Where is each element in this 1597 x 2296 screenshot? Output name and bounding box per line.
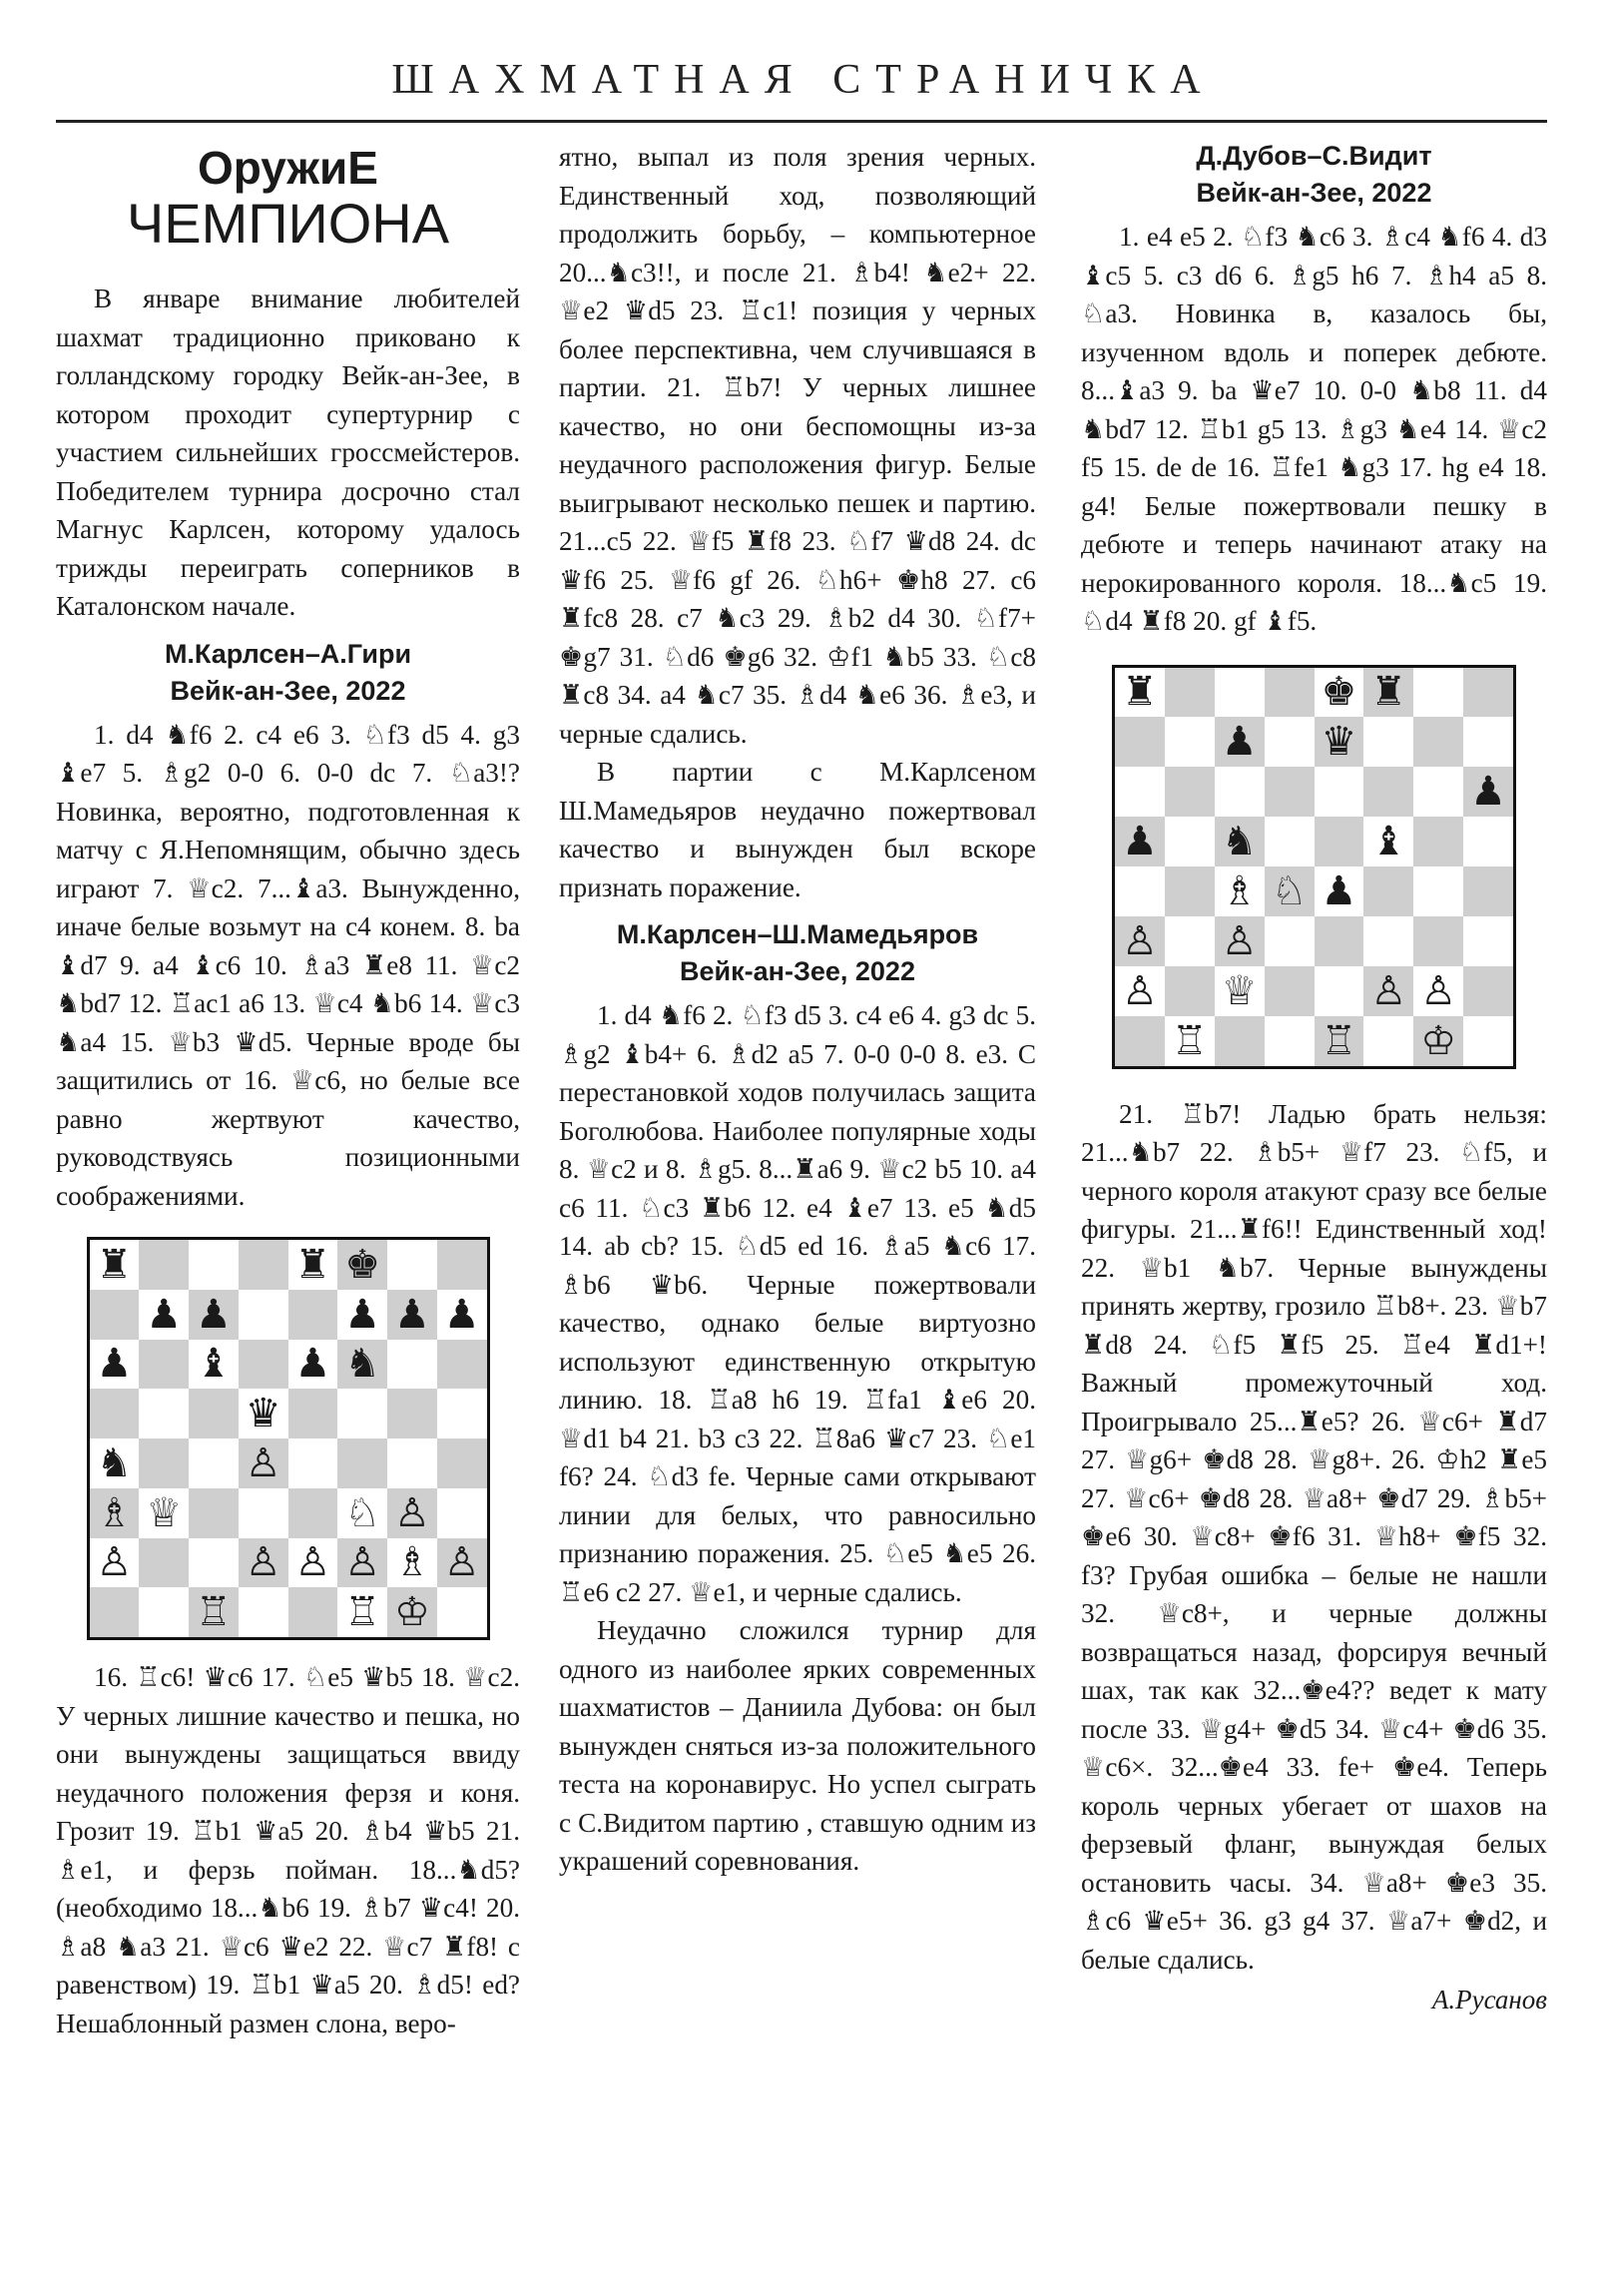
board-square (1463, 717, 1513, 767)
board-square (337, 1240, 387, 1290)
board-square (1115, 916, 1165, 966)
board-square (1413, 916, 1463, 966)
board-square (139, 1438, 189, 1488)
board-square (1265, 817, 1315, 866)
board-square (437, 1438, 487, 1488)
game3-players: Д.Дубов–С.Видит (1196, 141, 1432, 171)
board-square (90, 1240, 140, 1290)
board-square (1265, 668, 1315, 718)
column-3 (1081, 138, 1547, 2015)
chess-piece-icon: ♙ (245, 1539, 281, 1586)
game3-moves: 1. e4 e5 2. ♘f3 ♞c6 3. ♗c4 ♞f6 4. d3 ♝c5 5. c3 d6 6. ♗g5 h6 7. ♗h4 a5 8. ♘a3. Новинка в, казалось бы, изученном вдоль и поперек дебюте. 8...♝a3 9. ba ♛e7 10. 0-0 ♞b8 11. d4 ♞bd7 12. ♖b1 g5 13. ♗g3 ♞e4 14. ♕c2 f5 15. de de 16. ♖fe1 ♞g3 17. hg e4 18. g4! Белые пожертвовали пешку в дебюте и теперь начинают атаку на нерокированного короля. 18...♞c5 19. ♘d4 ♜f8 20. gf ♝f5. (1081, 222, 1547, 636)
board-square (337, 1538, 387, 1588)
chess-piece-icon: ♞ (1221, 819, 1258, 865)
board-square (1215, 717, 1265, 767)
chess-piece-icon: ♟ (195, 1291, 232, 1338)
board-square (1463, 966, 1513, 1016)
board-square (1413, 817, 1463, 866)
board-square (139, 1240, 189, 1290)
board-square (1363, 916, 1413, 966)
board-square (1363, 866, 1413, 916)
game2-event: Вейк-ан-Зее, 2022 (680, 956, 915, 986)
chess-piece-icon: ♖ (195, 1589, 232, 1636)
chess-piece-icon: ♗ (393, 1539, 430, 1586)
game1-moves: 1. d4 ♞f6 2. c4 e6 3. ♘f3 d5 4. g3 ♝e7 5. ♗g2 0-0 6. 0-0 dc 7. ♘a3!? Новинка, вероятно, подготовленная к матчу с Я.Непомнящим, обычно здесь играют 7. ♕c2. 7...♝a3. Вынужденно, иначе белые возьмут на с4 конем. 8. ba ♝d7 9. a4 ♝c6 10. ♗a3 ♜e8 11. ♕c2 ♞bd7 12. ♖ac1 a6 13. ♕c4 ♞b6 14. ♕c3 ♞a4 15. ♕b3 ♛d5. Черные вроде бы защитились от 16. ♕c6, но белые все равно жертвуют качество, руководствуясь позиционными соображениями. (56, 719, 520, 1211)
board-square (139, 1587, 189, 1637)
chess-piece-icon: ♟ (344, 1291, 381, 1338)
author-signature: А.Русанов (1431, 1985, 1547, 2014)
board-square (90, 1340, 140, 1390)
board-square (1315, 916, 1364, 966)
board-square (239, 1340, 288, 1390)
board-square (387, 1340, 437, 1390)
game3-header (1081, 138, 1547, 212)
board-square (337, 1438, 387, 1488)
board-square (1413, 767, 1463, 817)
board-square (1215, 668, 1265, 718)
board-square (1265, 767, 1315, 817)
chess-piece-icon: ♞ (344, 1341, 381, 1388)
board-square (1165, 717, 1215, 767)
chess-piece-icon: ♟ (393, 1291, 430, 1338)
board-square (437, 1587, 487, 1637)
column-2 (559, 138, 1036, 1881)
board-square (139, 1538, 189, 1588)
board-square (239, 1538, 288, 1588)
board-square (90, 1290, 140, 1340)
mamedyarov-intro: В партии с М.Карлсеном Ш.Мамедьяров неудачно пожертвовал качество и вынужден был вскоре признать поражение. (559, 757, 1036, 902)
chess-piece-icon: ♟ (443, 1291, 480, 1338)
column-1 (56, 138, 520, 2042)
game1-header (56, 636, 520, 710)
chess-piece-icon: ♛ (245, 1391, 281, 1437)
game1-players: М.Карлсен–А.Гири (164, 638, 412, 669)
board-square (1363, 767, 1413, 817)
board-square (1363, 966, 1413, 1016)
board-square (1215, 1016, 1265, 1066)
board-square (1115, 866, 1165, 916)
board-square (1315, 668, 1364, 718)
board-square (387, 1538, 437, 1588)
chess-piece-icon: ♙ (1420, 967, 1457, 1014)
game2-header (559, 916, 1036, 990)
intro-paragraph: В январе внимание любителей шахмат традиционно приковано к голландскому городку Вейк-ан-Зее, в котором проходит супертурнир с участием сильнейших гроссмейстеров. Победителем турнира досрочно стал Магнус Карлсен, которому удалось трижды переиграть соперников в Каталонском начале. (56, 284, 520, 621)
chess-piece-icon: ♙ (96, 1539, 133, 1586)
board-square (337, 1290, 387, 1340)
chess-piece-icon: ♜ (96, 1241, 133, 1288)
board-square (239, 1587, 288, 1637)
board-square (1265, 916, 1315, 966)
chess-piece-icon: ♕ (1221, 967, 1258, 1014)
chess-piece-icon: ♙ (443, 1539, 480, 1586)
board-square (1165, 668, 1215, 718)
board-square (387, 1587, 437, 1637)
board-square (1115, 966, 1165, 1016)
board-square (189, 1389, 239, 1438)
board-square (139, 1290, 189, 1340)
board-square (337, 1488, 387, 1538)
board-square (1115, 668, 1165, 718)
board-square (189, 1538, 239, 1588)
board-square (139, 1389, 189, 1438)
chess-piece-icon: ♗ (1221, 867, 1258, 914)
chess-piece-icon: ♜ (1122, 669, 1158, 716)
game3-after-diagram: 21. ♖b7! Ладью брать нельзя: 21...♞b7 22. ♗b5+ ♕f7 23. ♘f5, и черного короля атакуют сразу все белые фигуры. 21...♜f6!! Единственный ход! 22. ♕b1 ♞b7. Черные вынуждены принять жертву, грозило ♖b8+. 23. ♕b7 ♜d8 24. ♘f5 ♜f5 25. ♖e4 ♜d1+! Важный промежуточный ход. Проигрывало 25...♜e5? 26. ♕c6+ ♜d7 27. ♕g6+ ♚d8 28. ♕g8+. 26. ♔h2 ♜e5 27. ♕c6+ ♚d8 28. ♕a8+ ♚d7 29. ♗b5+ ♚e6 30. ♕c8+ ♚f6 31. ♕h8+ ♚f5 32. f3? Грубая ошибка – белые не нашли 32. ♕c8+, и черные должны возвращаться назад, форсируя вечный шах, так как 32...♚e4?? ведет к мату после 33. ♕g4+ ♚d5 34. ♕c4+ ♚d6 35. ♕c6×. 32...♚e4 33. fe+ ♚e4. Теперь король черных убегает от шахов на ферзевый фланг, вынуждая белых остановить часы. 34. ♕a8+ ♚e3 35. ♗c6 ♛e5+ 36. g3 g4 37. ♕a7+ ♚d2, и белые сдались. (1081, 1098, 1547, 1975)
section-header: ШАХМАТНАЯ СТРАНИЧКА (391, 57, 1216, 103)
board-square (1115, 1016, 1165, 1066)
board-square (239, 1488, 288, 1538)
board-square (1165, 916, 1215, 966)
board-square (1165, 1016, 1215, 1066)
board-square (139, 1488, 189, 1538)
board-square (90, 1538, 140, 1588)
board-square (1463, 1016, 1513, 1066)
board-square (288, 1389, 338, 1438)
board-square (1413, 1016, 1463, 1066)
chess-piece-icon: ♖ (1321, 1017, 1357, 1064)
chess-piece-icon: ♟ (1221, 719, 1258, 766)
board-square (288, 1538, 338, 1588)
board-square (239, 1389, 288, 1438)
board-square (288, 1488, 338, 1538)
board-square (90, 1587, 140, 1637)
chess-diagram-2 (1112, 665, 1516, 1069)
chess-piece-icon: ♘ (1271, 867, 1308, 914)
board-square (189, 1240, 239, 1290)
board-square (1363, 1016, 1413, 1066)
chess-piece-icon: ♙ (393, 1489, 430, 1536)
chess-piece-icon: ♝ (1370, 819, 1407, 865)
chess-piece-icon: ♟ (1122, 819, 1158, 865)
board-square (1315, 866, 1364, 916)
board-square (1115, 767, 1165, 817)
board-square (1363, 817, 1413, 866)
chess-piece-icon: ♖ (1171, 1017, 1208, 1064)
board-square (1315, 966, 1364, 1016)
board-square (288, 1240, 338, 1290)
chess-piece-icon: ♙ (1221, 917, 1258, 964)
board-square (90, 1438, 140, 1488)
board-square (1265, 966, 1315, 1016)
board-square (1215, 866, 1265, 916)
board-square (239, 1438, 288, 1488)
board-square (1115, 817, 1165, 866)
chess-piece-icon: ♞ (96, 1439, 133, 1486)
board-square (1413, 866, 1463, 916)
board-square (1265, 1016, 1315, 1066)
game1-after-diagram: 16. ♖c6! ♛c6 17. ♘e5 ♛b5 18. ♕c2. У черных лишние качество и пешка, но они вынуждены защищаться ввиду неудачного положения ферзя и коня. Грозит 19. ♖b1 ♛a5 20. ♗b4 ♛b5 21. ♗e1, и ферзь пойман. 18...♞d5? (необходимо 18...♞b6 19. ♗b7 ♛c4! 20. ♗a8 ♞a3 21. ♕c6 ♛e2 22. ♕c7 ♜f8! с равенством) 19. ♖b1 ♛a5 20. ♗d5! ed? Нешаблонный размен слона, веро- (56, 1662, 520, 2038)
chess-piece-icon: ♝ (195, 1341, 232, 1388)
chess-piece-icon: ♙ (294, 1539, 331, 1586)
dubov-intro: Неудачно сложился турнир для одного из наиболее ярких современных шахматистов – Даниила Дубова: он был вынужден сняться из-за положительного теста на коронавирус. Но успел сыграть с С.Видитом партию , ставшую одним из украшений соревнования. (559, 1615, 1036, 1876)
board-square (437, 1340, 487, 1390)
board-square (1413, 668, 1463, 718)
chess-piece-icon: ♙ (1122, 917, 1158, 964)
board-square (189, 1488, 239, 1538)
chess-piece-icon: ♟ (96, 1341, 133, 1388)
chess-piece-icon: ♟ (1470, 769, 1506, 816)
board-square (1363, 668, 1413, 718)
board-square (387, 1240, 437, 1290)
board-square (239, 1240, 288, 1290)
board-square (1463, 916, 1513, 966)
board-square (239, 1290, 288, 1340)
header-rule (56, 120, 1547, 123)
board-square (1463, 668, 1513, 718)
article-title-line1: ОружиЕ (198, 142, 378, 194)
board-square (437, 1389, 487, 1438)
board-square (288, 1340, 338, 1390)
board-square (387, 1389, 437, 1438)
board-square (437, 1488, 487, 1538)
chess-piece-icon: ♟ (146, 1291, 183, 1338)
board-square (387, 1290, 437, 1340)
board-square (1413, 717, 1463, 767)
board-square (1115, 717, 1165, 767)
board-square (1215, 966, 1265, 1016)
board-square (90, 1488, 140, 1538)
game2-moves: 1. d4 ♞f6 2. ♘f3 d5 3. c4 e6 4. g3 dc 5. ♗g2 ♝b4+ 6. ♗d2 a5 7. 0-0 0-0 8. e3. С перестановкой ходов получилась защита Боголюбова. Наиболее популярные ходы 8. ♕c2 и 8. ♗g5. 8...♜a6 9. ♕c2 b5 10. a4 c6 11. ♘c3 ♜b6 12. e4 ♝e7 13. e5 ♞d5 14. ab cb? 15. ♘d5 ed 16. ♗a5 ♞c6 17. ♗b6 ♛b6. Черные пожертвовали качество, однако белые виртуозно используют единственную открытую линию. 18. ♖a8 h6 19. ♖fa1 ♝e6 20. ♕d1 b4 21. b3 c3 22. ♖8a6 ♛c7 23. ♘e1 f6? 24. ♘d3 fe. Черные сами открывают линии для белых, что равносильно признанию поражения. 25. ♘e5 ♞e5 26. ♖e6 c2 27. ♕e1, и черные сдались. (559, 1000, 1036, 1607)
chess-piece-icon: ♖ (344, 1589, 381, 1636)
board-square (1265, 866, 1315, 916)
chess-piece-icon: ♘ (344, 1489, 381, 1536)
chess-piece-icon: ♔ (1420, 1017, 1457, 1064)
board-square (288, 1587, 338, 1637)
board-square (139, 1340, 189, 1390)
chess-piece-icon: ♟ (294, 1341, 331, 1388)
board-square (1215, 916, 1265, 966)
board-square (189, 1290, 239, 1340)
board-square (437, 1290, 487, 1340)
board-square (1363, 717, 1413, 767)
board-square (387, 1438, 437, 1488)
game1-event: Вейк-ан-Зее, 2022 (170, 675, 406, 706)
board-square (437, 1240, 487, 1290)
chess-piece-icon: ♕ (146, 1489, 183, 1536)
board-square (337, 1389, 387, 1438)
board-square (1165, 866, 1215, 916)
board-square (189, 1438, 239, 1488)
chess-piece-icon: ♚ (1321, 669, 1357, 716)
board-square (1463, 817, 1513, 866)
chess-piece-icon: ♙ (245, 1439, 281, 1486)
board-square (1315, 1016, 1364, 1066)
board-square (1315, 717, 1364, 767)
board-square (337, 1340, 387, 1390)
board-square (1463, 767, 1513, 817)
chess-diagram-1 (87, 1237, 490, 1640)
chess-piece-icon: ♔ (393, 1589, 430, 1636)
board-square (1315, 767, 1364, 817)
chess-piece-icon: ♛ (1321, 719, 1357, 766)
chess-piece-icon: ♙ (344, 1539, 381, 1586)
game3-event: Вейк-ан-Зее, 2022 (1196, 178, 1432, 208)
chess-piece-icon: ♙ (1370, 967, 1407, 1014)
chess-piece-icon: ♜ (1370, 669, 1407, 716)
board-square (437, 1538, 487, 1588)
board-square (387, 1488, 437, 1538)
board-square (1265, 717, 1315, 767)
board-square (337, 1587, 387, 1637)
chess-piece-icon: ♙ (1122, 967, 1158, 1014)
chess-piece-icon: ♚ (344, 1241, 381, 1288)
board-square (1165, 767, 1215, 817)
board-square (288, 1290, 338, 1340)
game1-continuation: ятно, выпал из поля зрения черных. Единственный ход, позволяющий продолжить борьбу, – компьютерное 20...♞c3!!, и после 21. ♗b4! ♞e2+ 22. ♕e2 ♛d5 23. ♖c1! позиция у черных более перспективна, чем случившаяся в партии. 21. ♖b7! У черных лишнее качество, но они беспомощны из-за неудачного расположения фигур. Белые выигрывают несколько пешек и партию. 21...c5 22. ♕f5 ♜f8 23. ♘f7 ♛d8 24. dc ♛f6 25. ♕f6 gf 26. ♘h6+ ♚h8 27. c6 ♜fc8 28. c7 ♞c3 29. ♗b2 d4 30. ♘f7+ ♚g7 31. ♘d6 ♚g6 32. ♔f1 ♞b5 33. ♘c8 ♜c8 34. a4 ♞c7 35. ♗d4 ♞e6 36. ♗e3, и черные сдались. (559, 142, 1036, 749)
chess-piece-icon: ♟ (1321, 867, 1357, 914)
chess-piece-icon: ♜ (294, 1241, 331, 1288)
board-square (1165, 966, 1215, 1016)
article-title-line2: ЧЕМПИОНА (126, 192, 450, 255)
board-square (1463, 866, 1513, 916)
board-square (1315, 817, 1364, 866)
board-square (1215, 767, 1265, 817)
board-square (1413, 966, 1463, 1016)
board-square (288, 1438, 338, 1488)
board-square (1215, 817, 1265, 866)
board-square (189, 1587, 239, 1637)
game2-players: М.Карлсен–Ш.Мамедьяров (616, 919, 979, 949)
board-square (189, 1340, 239, 1390)
board-square (1165, 817, 1215, 866)
board-square (90, 1389, 140, 1438)
chess-piece-icon: ♗ (96, 1489, 133, 1536)
